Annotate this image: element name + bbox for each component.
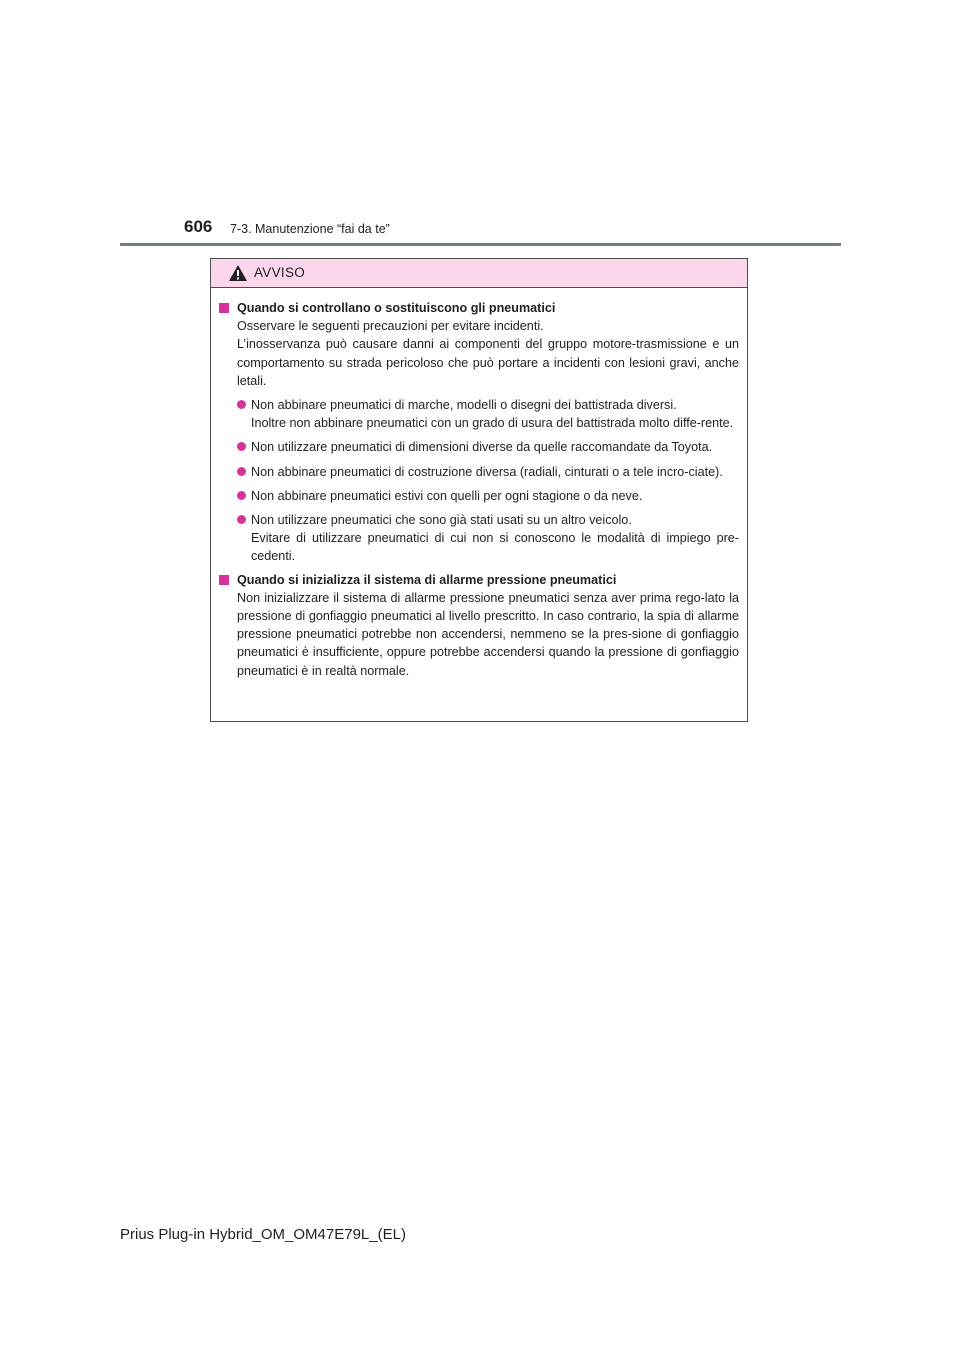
circle-bullet-icon: [237, 442, 246, 451]
circle-bullet-icon: [237, 515, 246, 524]
list-item: [219, 438, 739, 456]
warning-box: [210, 258, 748, 722]
item-line: Evitare di utilizzare pneumatici di cui non si conoscono le modalità di impiego pre-cedenti.: [251, 531, 739, 564]
square-bullet-icon: [219, 303, 229, 313]
section-title: [219, 299, 739, 317]
section-title: [219, 571, 739, 589]
section-header: 7-3. Manutenzione “fai da te”: [230, 222, 390, 236]
item-line: Non utilizzare pneumatici di dimensioni diverse da quelle raccomandate da Toyota.: [251, 440, 713, 455]
warning-body: [211, 288, 747, 680]
list-item: [219, 396, 739, 432]
item-line: Non abbinare pneumatici di costruzione diversa (radiali, cinturati o a tele incro-ciate).: [251, 464, 723, 479]
square-bullet-icon: [219, 575, 229, 585]
warning-title: AVVISO: [254, 265, 306, 280]
paragraph-line: L’inosservanza può causare danni ai componenti del gruppo motore-trasmissione e un comportamento su strada pericoloso che può portare a incidenti con lesioni gravi, anche letali.: [237, 337, 739, 388]
circle-bullet-icon: [237, 400, 246, 409]
item-line: Non utilizzare pneumatici che sono già stati usati su un altro veicolo.: [251, 513, 632, 528]
document-footer: Prius Plug-in Hybrid_OM_OM47E79L_(EL): [120, 1226, 406, 1243]
section-paragraph: [219, 589, 739, 680]
list-item: [219, 463, 739, 481]
paragraph-line: Non inizializzare il sistema di allarme pressione pneumatici senza aver prima rego-lato la pressione di gonfiaggio pneumatici al livello prescritto. In caso contrario, la spia di allarme pressione pneumatici potrebbe non accendersi, nemmeno se la pres-sione di gonfiaggio pneumatici è insufficiente, oppure potrebbe accendersi quando la pressione di gonfiaggio pneumatici è in realtà normale.: [237, 590, 739, 678]
circle-bullet-icon: [237, 491, 246, 500]
warning-header: [211, 259, 747, 288]
item-line: Non abbinare pneumatici di marche, modelli o disegni dei battistrada diversi.: [251, 398, 677, 413]
item-line: Inoltre non abbinare pneumatici con un grado di usura del battistrada molto diffe-rente.: [251, 416, 734, 431]
section-title-text: Quando si inizializza il sistema di allarme pressione pneumatici: [237, 572, 617, 587]
section-title-text: Quando si controllano o sostituiscono gli pneumatici: [237, 301, 556, 315]
circle-bullet-icon: [237, 467, 246, 476]
warning-triangle-icon: [228, 264, 248, 282]
list-item: [219, 487, 739, 505]
page-number: 606: [184, 217, 213, 236]
section-paragraph: [219, 317, 739, 390]
item-line: Non abbinare pneumatici estivi con quelli per ogni stagione o da neve.: [251, 488, 643, 503]
header-rule: [120, 243, 841, 246]
list-item: [219, 511, 739, 566]
paragraph-line: Osservare le seguenti precauzioni per evitare incidenti.: [237, 319, 544, 334]
